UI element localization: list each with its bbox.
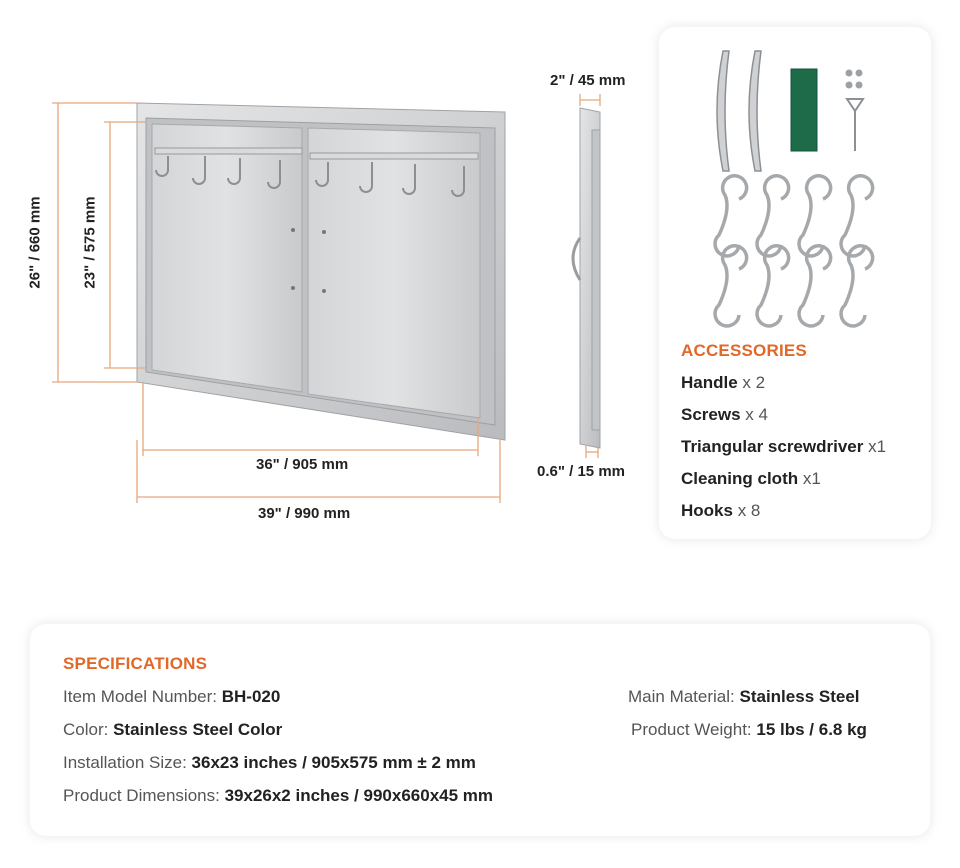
spec-value: 36x23 inches / 905x575 mm ± 2 mm [191, 753, 476, 772]
spec-value: 15 lbs / 6.8 kg [756, 720, 867, 739]
accessories-illustration [659, 27, 931, 337]
width-outer-label: 39" / 990 mm [258, 505, 351, 522]
depth-top-label: 2" / 45 mm [550, 72, 626, 89]
right-door-panel [308, 128, 480, 418]
spec-label: Main Material: [628, 687, 735, 706]
accessory-qty: x 2 [742, 373, 766, 392]
accessory-name: Cleaning cloth [681, 469, 799, 488]
spec-weight [631, 720, 867, 740]
cleaning-cloth-icon [791, 69, 817, 151]
accessory-qty: x1 [802, 469, 821, 488]
accessory-item [681, 405, 886, 425]
screws-icon [846, 70, 863, 89]
specifications-card [30, 624, 930, 836]
screwdriver-icon [847, 99, 863, 151]
width-inner-label: 36" / 905 mm [256, 456, 349, 473]
height-outer-label: 26" / 660 mm [26, 196, 44, 289]
spec-label: Color: [63, 720, 109, 739]
accessory-qty: x 4 [745, 405, 768, 424]
s-hooks-icon [715, 176, 873, 326]
accessory-name: Triangular screwdriver [681, 437, 864, 456]
spec-value: Stainless Steel Color [113, 720, 283, 739]
accessory-qty: x1 [868, 437, 887, 456]
spec-material [628, 687, 860, 707]
spec-label: Item Model Number: [63, 687, 217, 706]
spec-value: BH-020 [221, 687, 281, 706]
accessories-card [659, 27, 931, 539]
accessory-item [681, 501, 886, 521]
specifications-title: SPECIFICATIONS [63, 654, 208, 673]
spec-value: 39x26x2 inches / 990x660x45 mm [224, 786, 494, 805]
spec-model [63, 687, 280, 707]
spec-color [63, 720, 282, 740]
accessories-title: ACCESSORIES [681, 341, 807, 360]
door-side-illustration [573, 108, 600, 448]
spec-dimensions [63, 786, 493, 806]
spec-install-size [63, 753, 476, 773]
spec-label: Installation Size: [63, 753, 187, 772]
accessory-item [681, 373, 886, 393]
accessory-item [681, 437, 886, 457]
spec-value: Stainless Steel [739, 687, 860, 706]
handle-icon [717, 51, 761, 171]
accessory-item [681, 469, 886, 489]
depth-bottom-label: 0.6" / 15 mm [537, 463, 625, 480]
accessory-name: Hooks [681, 501, 733, 520]
accessory-qty: x 8 [737, 501, 761, 520]
spec-label: Product Dimensions: [63, 786, 220, 805]
accessory-name: Screws [681, 405, 741, 424]
spec-label: Product Weight: [631, 720, 752, 739]
accessory-name: Handle [681, 373, 738, 392]
height-inner-label: 23" / 575 mm [81, 196, 99, 289]
